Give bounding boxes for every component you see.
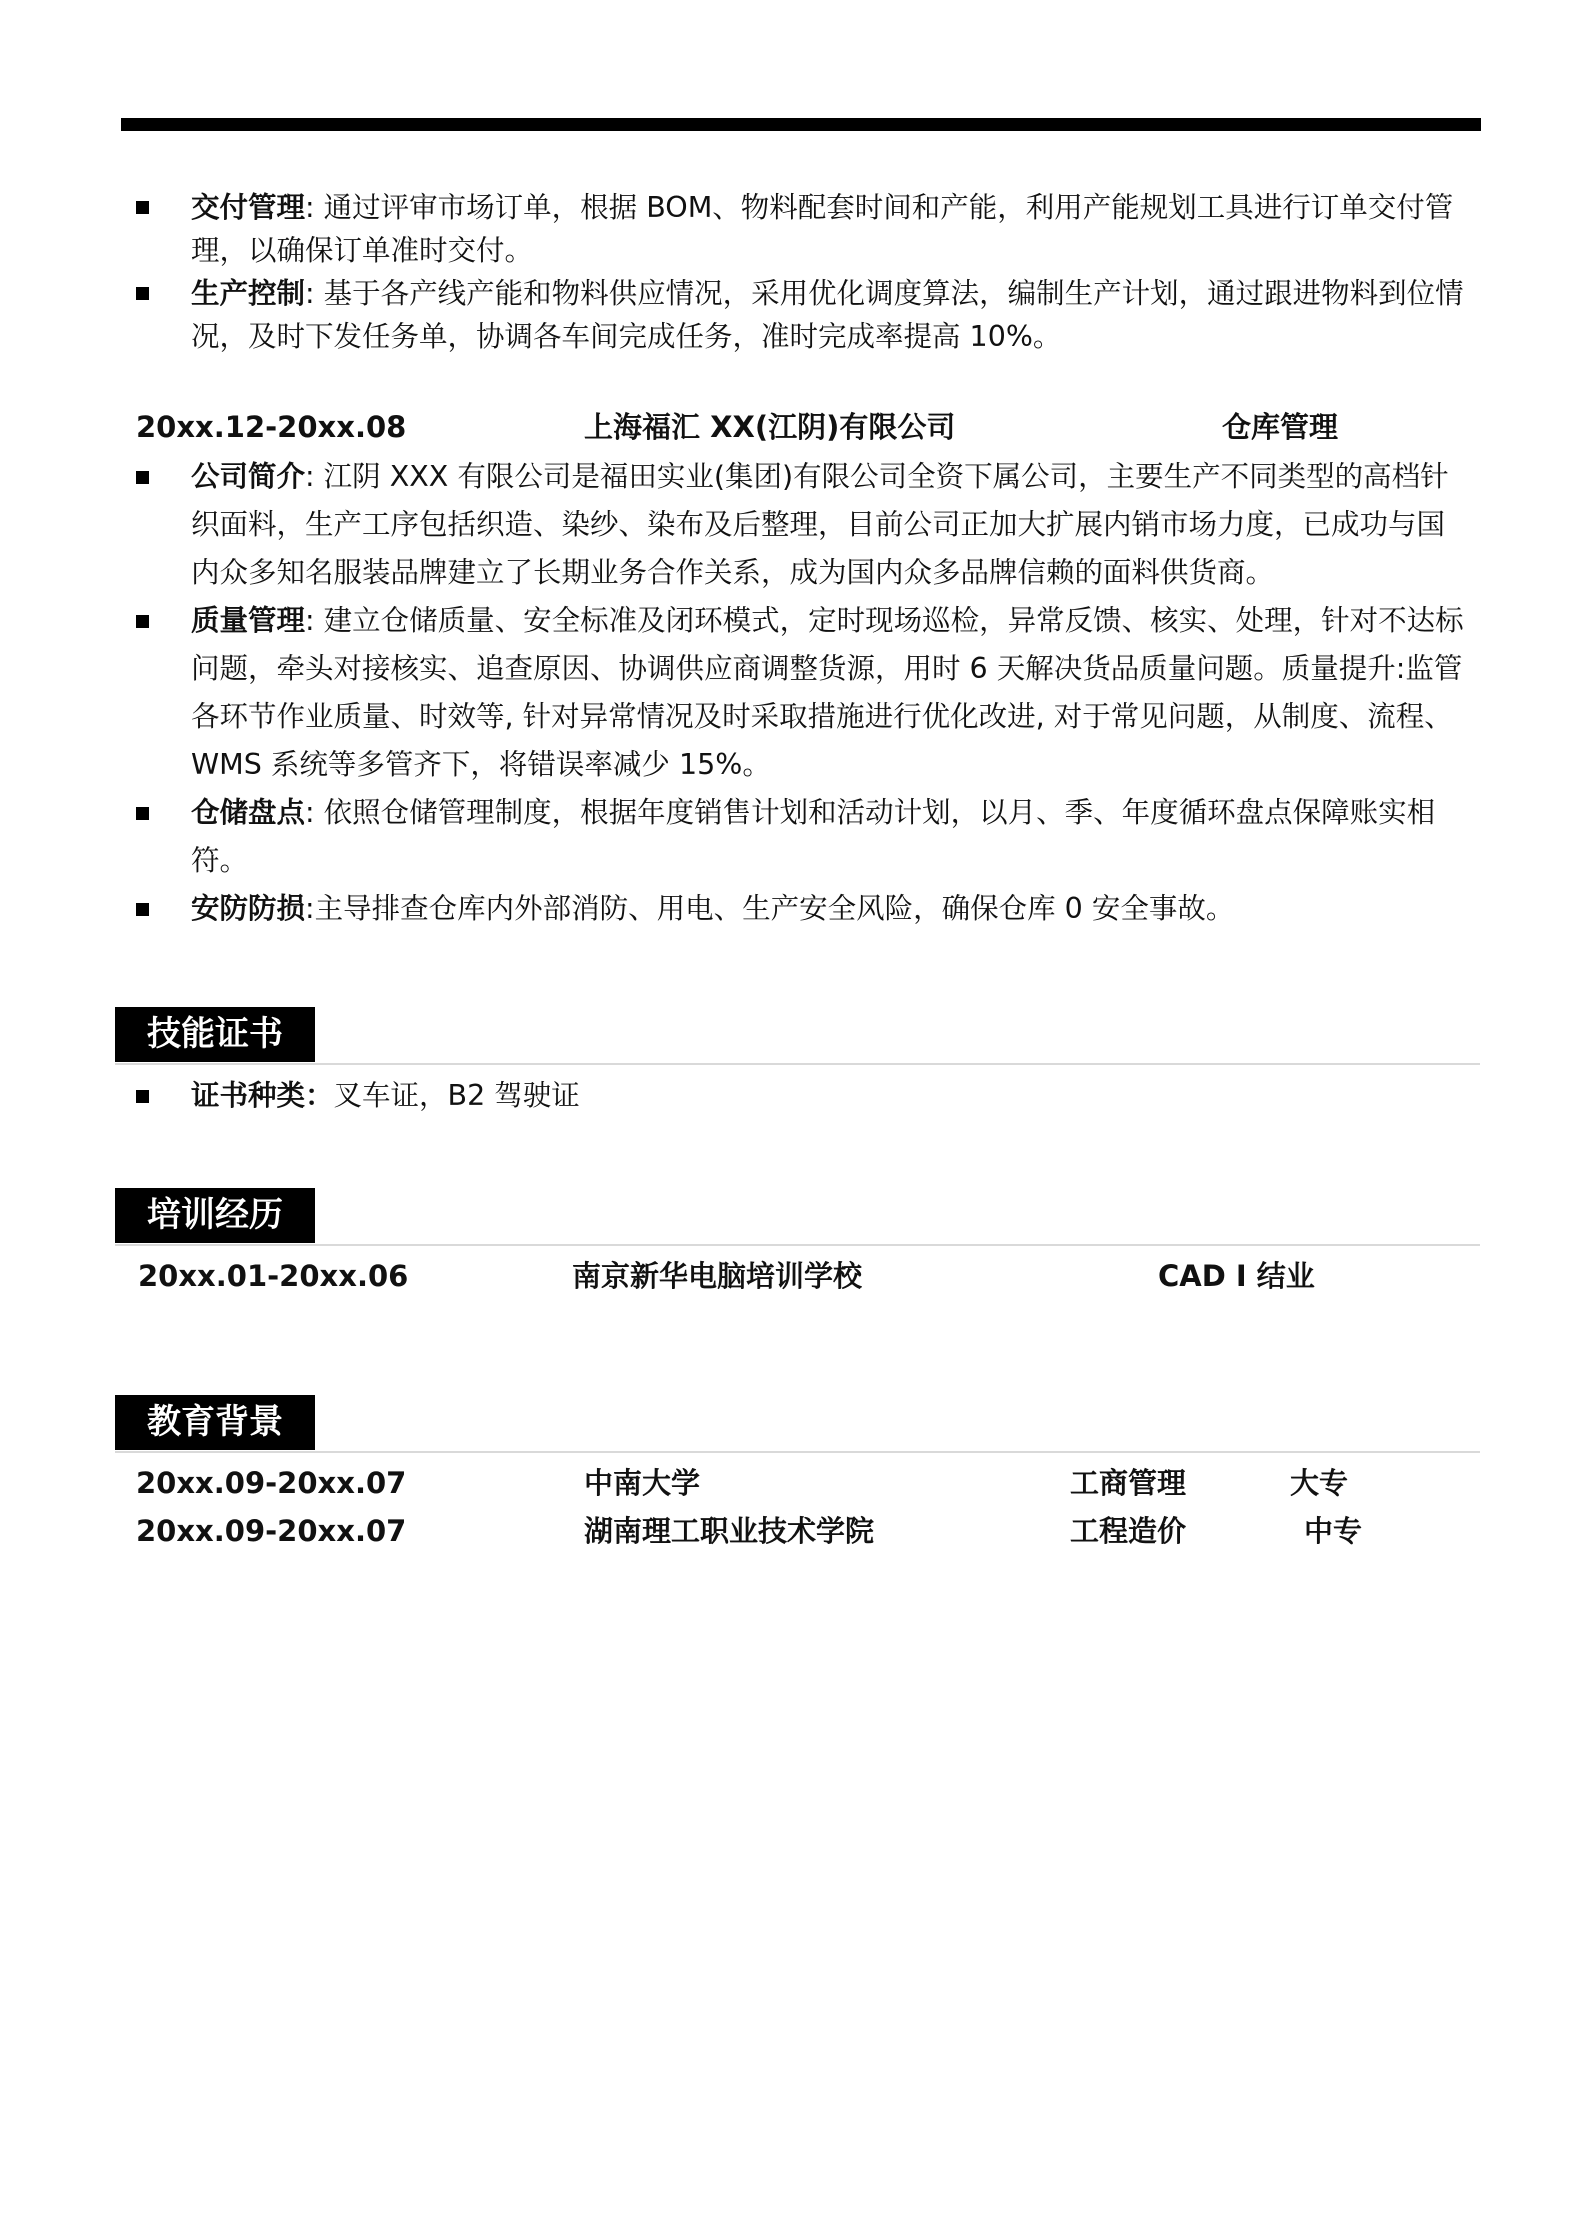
bullet-text: : 基于各产线产能和物料供应情况，采用优化调度算法，编制生产计划，通过跟进物料到位情况，及时下发任务单，协调各车间完成任务，准时完成率提高 10%。 (191, 277, 1464, 353)
square-bullet-icon (136, 1090, 149, 1103)
bullet-security (136, 885, 1466, 933)
bullet-text: :主导排查仓库内外部消防、用电、生产安全风险，确保仓库 0 安全事故。 (305, 892, 1235, 925)
training-school: 南京新华电脑培训学校 (572, 1259, 863, 1293)
education-school: 湖南理工职业技术学院 (584, 1514, 875, 1548)
bullet-text: : 通过评审市场订单，根据 BOM、物料配套时间和产能，利用产能规划工具进行订单交付管理，以确保订单准时交付。 (191, 191, 1454, 267)
bullet-term: 仓储盘点 (191, 796, 306, 829)
bullet-certificates (136, 1072, 1466, 1120)
training-row (136, 1254, 1476, 1298)
education-school: 中南大学 (584, 1466, 701, 1500)
bullet-text: 叉车证，B2 驾驶证 (333, 1079, 580, 1112)
section-title: 培训经历 (115, 1188, 315, 1243)
skills-list (136, 1072, 1466, 1120)
bullet-term: 证书种类： (191, 1079, 334, 1112)
job-company: 上海福汇 XX(江阴)有限公司 (584, 410, 956, 444)
section-divider (115, 1451, 1480, 1453)
bullet-term: 交付管理 (191, 191, 306, 224)
bullet-term: 质量管理 (191, 604, 306, 637)
bullet-text: : 依照仓储管理制度，根据年度销售计划和活动计划，以月、季、年度循环盘点保障账实相符。 (191, 796, 1436, 877)
education-row (136, 1509, 1476, 1553)
section-divider (115, 1244, 1480, 1246)
work-bullets-top (136, 186, 1466, 358)
education-row (136, 1461, 1476, 1505)
square-bullet-icon (136, 471, 149, 484)
section-divider (115, 1063, 1480, 1065)
bullet-delivery (136, 186, 1466, 272)
education-period: 20xx.09-20xx.07 (136, 1466, 407, 1500)
job-period: 20xx.12-20xx.08 (136, 410, 407, 444)
section-title: 教育背景 (115, 1395, 315, 1450)
bullet-production (136, 272, 1466, 358)
square-bullet-icon (136, 615, 149, 628)
bullet-term: 生产控制 (191, 277, 306, 310)
training-period: 20xx.01-20xx.06 (138, 1259, 409, 1293)
job-bullets (136, 453, 1466, 933)
bullet-text: : 江阴 XXX 有限公司是福田实业(集团)有限公司全资下属公司，主要生产不同类型的高档针织面料，生产工序包括织造、染纱、染布及后整理，目前公司正加大扩展内销市场力度，已成功与国内众多知名服装品牌建立了长期业务合作关系，成为国内众多品牌信赖的面料供货商。 (191, 460, 1449, 589)
section-skills (115, 1007, 1480, 1067)
square-bullet-icon (136, 201, 149, 214)
job-position: 仓库管理 (1222, 410, 1339, 444)
bullet-text: : 建立仓储质量、安全标准及闭环模式，定时现场巡检，异常反馈、核实、处理，针对不达标问题，牵头对接核实、追查原因、协调供应商调整货源，用时 6 天解决货品质量问题。质量提升:监管各环节作业质量、时效等, 针对异常情况及时采取措施进行优化改进, 对于常见问题，从制度、流程、WMS 系统等多管齐下，将错误率减少 15%。 (191, 604, 1464, 781)
bullet-company-intro (136, 453, 1466, 597)
education-major: 工商管理 (1070, 1466, 1187, 1500)
section-education (115, 1395, 1480, 1455)
bullet-inventory (136, 789, 1466, 885)
bullet-quality (136, 597, 1466, 789)
top-rule (121, 118, 1481, 131)
section-title: 技能证书 (115, 1007, 315, 1062)
square-bullet-icon (136, 287, 149, 300)
education-degree: 中专 (1304, 1514, 1363, 1548)
education-period: 20xx.09-20xx.07 (136, 1514, 407, 1548)
square-bullet-icon (136, 903, 149, 916)
education-major: 工程造价 (1070, 1514, 1187, 1548)
square-bullet-icon (136, 807, 149, 820)
training-result: CAD Ⅰ 结业 (1158, 1259, 1315, 1293)
education-degree: 大专 (1290, 1466, 1349, 1500)
bullet-term: 安防防损 (191, 892, 306, 925)
job-row (136, 405, 1476, 449)
section-training (115, 1188, 1480, 1248)
bullet-term: 公司简介 (191, 460, 306, 493)
